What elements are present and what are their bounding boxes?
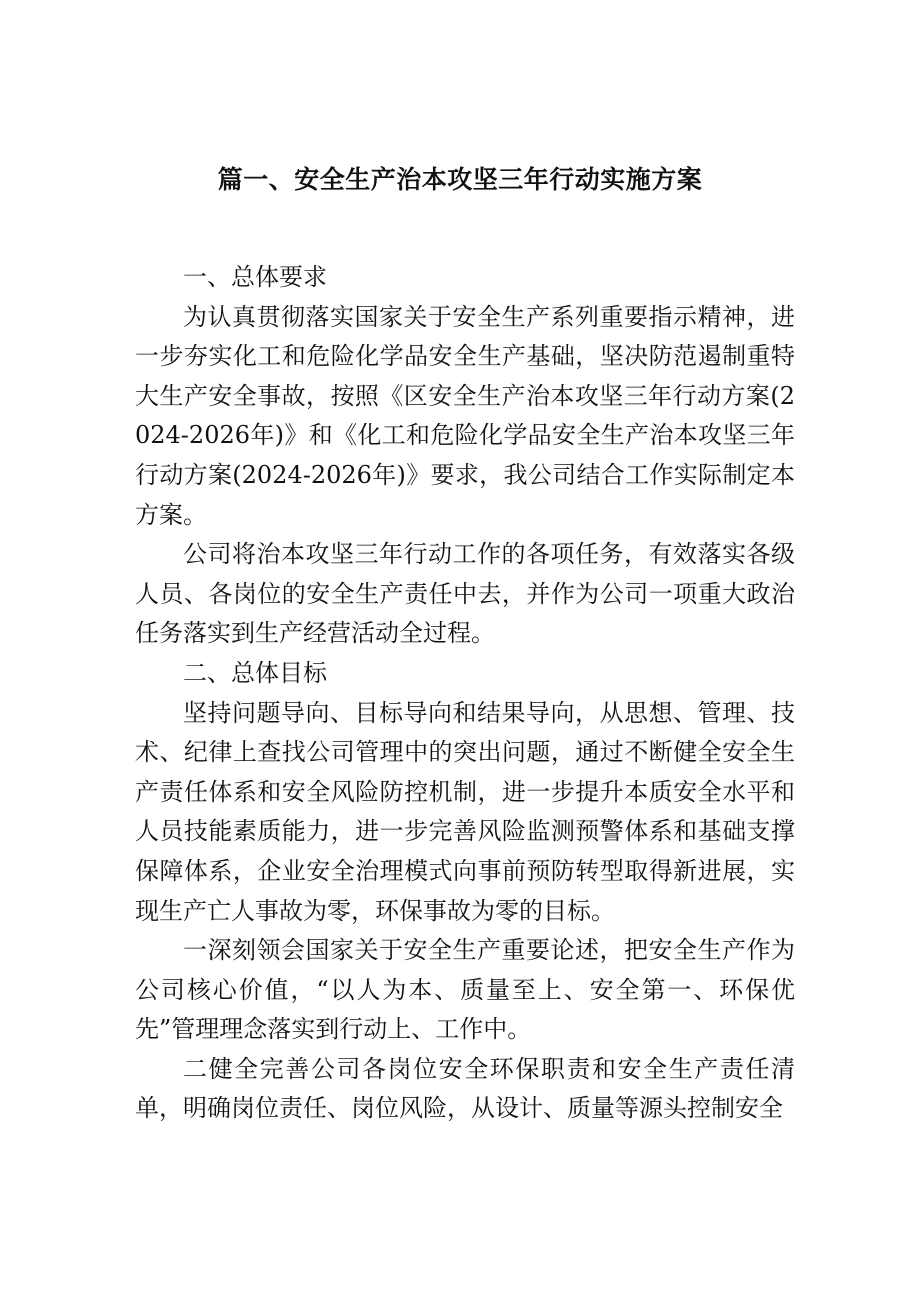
section-heading-overall-goals: 二、总体目标 [183,658,327,687]
paragraph-responsibility: 公司将治本攻坚三年行动工作的各项任务，有效落实各级人员、各岗位的安全生产责任中去，并作为公司一项重大政治任务落实到生产经营活动全过程。 [135,540,795,648]
paragraph-item-two: 二健全完善公司各岗位安全环保职责和安全生产责任清单，明确岗位责任、岗位风险，从设计、质量等源头控制安全 [135,1054,795,1123]
paragraph-purpose: 为认真贯彻落实国家关于安全生产系列重要指示精神，进一步夯实化工和危险化学品安全生产基础，坚决防范遏制重特大生产安全事故，按照《区安全生产治本攻坚三年行动方案(2024-2026年)》和《化工和危险化学品安全生产治本攻坚三年行动方案(2024-2026年)》要求，我公司结合工作实际制定本方案。 [135,302,795,529]
section-heading-general-requirements: 一、总体要求 [183,263,327,291]
paragraph-item-one: 一深刻领会国家关于安全生产重要论述，把安全生产作为公司核心价值，“以人为本、质量至上、安全第一、环保优先”管理理念落实到行动上、工作中。 [135,936,795,1044]
document-title: 篇一、安全生产治本攻坚三年行动实施方案 [217,165,703,194]
document-body [135,258,795,1129]
paragraph-goals: 坚持问题导向、目标导向和结果导向，从思想、管理、技术、纪律上查找公司管理中的突出问题，通过不断健全安全生产责任体系和安全风险防控机制，进一步提升本质安全水平和人员技能素质能力，进一步完善风险监测预警体系和基础支撑保障体系，企业安全治理模式向事前预防转型取得新进展，实现生产亡人事故为零，环保事故为零的目标。 [135,698,795,925]
